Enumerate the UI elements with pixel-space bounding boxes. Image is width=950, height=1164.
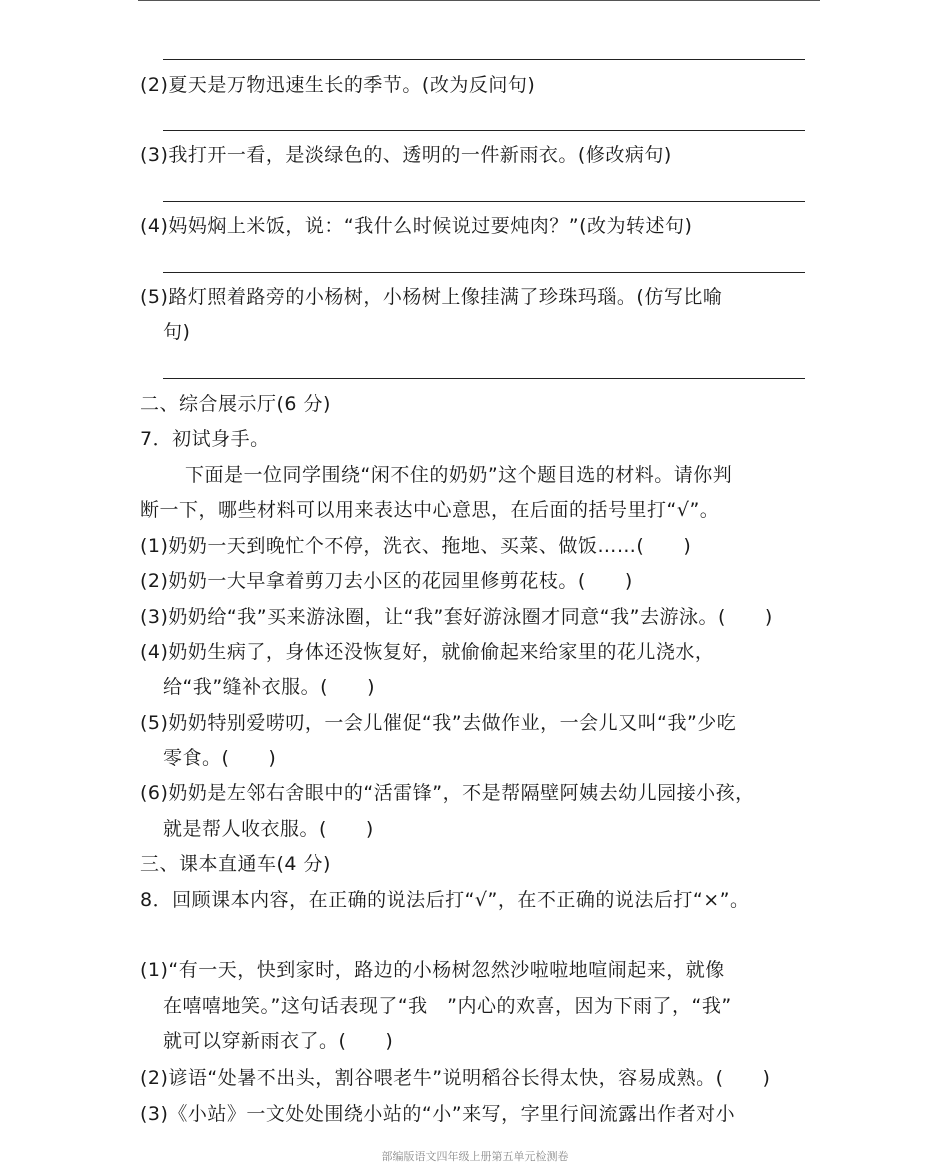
q7-title: 7．初试身手。 bbox=[140, 428, 270, 450]
q7-item6-line2: 就是帮人收衣服。( ) bbox=[163, 818, 374, 840]
q7-item5-line1: (5)奶奶特别爱唠叨，一会儿催促“我”去做作业，一会儿又叫“我”少吃 bbox=[140, 712, 737, 734]
q7-item1: (1)奶奶一天到晚忙个不停，洗衣、拖地、买菜、做饭……( ) bbox=[140, 535, 692, 557]
q7-intro-line2: 断一下，哪些材料可以用来表达中心意思，在后面的括号里打“√”。 bbox=[140, 499, 720, 521]
rewrite-q2: (2)夏天是万物迅速生长的季节。(改为反问句) bbox=[140, 74, 536, 96]
q7-item2: (2)奶奶一大早拿着剪刀去小区的花园里修剪花枝。( ) bbox=[140, 570, 633, 592]
q8-title: 8．回顾课本内容，在正确的说法后打“√”，在不正确的说法后打“×”。 bbox=[140, 889, 750, 911]
page-footer: 部编版语文四年级上册第五单元检测卷 bbox=[381, 1150, 569, 1163]
q8-item1-line1: (1)“有一天，快到家时，路边的小杨树忽然沙啦啦地喧闹起来，就像 bbox=[140, 959, 725, 981]
q7-item5-line2: 零食。( ) bbox=[163, 747, 277, 769]
q7-item4-line2: 给“我”缝补衣服。( ) bbox=[163, 676, 376, 698]
q7-item6-line1: (6)奶奶是左邻右舍眼中的“活雷锋”，不是帮隔壁阿姨去幼儿园接小孩， bbox=[140, 782, 755, 804]
page-top-border bbox=[138, 0, 820, 1]
q8-item3: (3)《小站》一文处处围绕小站的“小”来写，字里行间流露出作者对小 bbox=[140, 1103, 736, 1125]
q7-intro-line1: 下面是一位同学围绕“闲不住的奶奶”这个题目选的材料。请你判 bbox=[185, 464, 733, 486]
section2-heading: 二、综合展示厅(6 分) bbox=[140, 393, 331, 415]
q7-item3: (3)奶奶给“我”买来游泳圈，让“我”套好游泳圈才同意“我”去游泳。( ) bbox=[140, 606, 773, 628]
q8-item2: (2)谚语“处暑不出头，割谷喂老牛”说明稻谷长得太快，容易成熟。( ) bbox=[140, 1067, 771, 1089]
answer-line-2[interactable] bbox=[163, 130, 805, 131]
q8-item1-line3: 就可以穿新雨衣了。( ) bbox=[163, 1030, 394, 1052]
q7-item4-line1: (4)奶奶生病了，身体还没恢复好，就偷偷起来给家里的花儿浇水， bbox=[140, 641, 715, 663]
rewrite-q4: (4)妈妈焖上米饭，说：“我什么时候说过要炖肉？”(改为转述句) bbox=[140, 215, 693, 237]
q8-item1-line2: 在嘻嘻地笑。”这句话表现了“我 ”内心的欢喜，因为下雨了，“我” bbox=[163, 995, 732, 1017]
answer-line-4[interactable] bbox=[163, 272, 805, 273]
rewrite-q5-line1: (5)路灯照着路旁的小杨树，小杨树上像挂满了珍珠玛瑙。(仿写比喻 bbox=[140, 286, 723, 308]
section3-heading: 三、课本直通车(4 分) bbox=[140, 853, 331, 875]
answer-line-1[interactable] bbox=[163, 59, 805, 60]
rewrite-q3: (3)我打开一看，是淡绿色的、透明的一件新雨衣。(修改病句) bbox=[140, 144, 672, 166]
answer-line-3[interactable] bbox=[163, 201, 805, 202]
answer-line-5[interactable] bbox=[163, 378, 805, 379]
rewrite-q5-line2: 句) bbox=[163, 321, 191, 343]
